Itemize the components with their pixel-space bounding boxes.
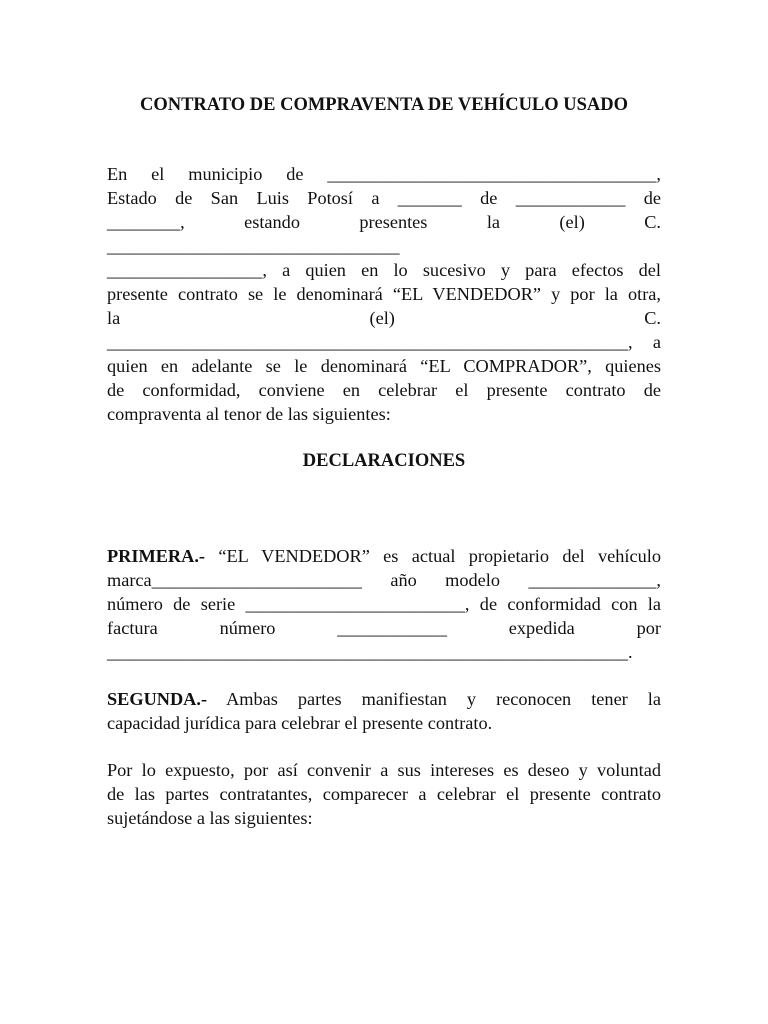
intro-line: compraventa al tenor de las siguientes: — [107, 404, 391, 424]
closing-line: sujetándose a las siguientes: — [107, 808, 313, 828]
clause-label: SEGUNDA.- — [107, 689, 208, 709]
closing-line: Por lo expuesto, por así convenir a sus intereses es deseo y voluntad — [107, 760, 661, 780]
declarations-heading: DECLARACIONES — [302, 451, 466, 471]
clause-segunda — [107, 687, 661, 735]
intro-line: Estado de San Luis Potosí a _______ de ____________ de — [107, 188, 661, 208]
clause-line — [107, 544, 661, 568]
intro-line: ________________________________ — [107, 236, 400, 256]
clause-text: “EL VENDEDOR” es actual propietario del vehículo — [205, 546, 661, 566]
intro-line: quien en adelante se le denominará “EL COMPRADOR”, quienes — [107, 356, 661, 376]
intro-line: _________________________________________________________, a — [107, 332, 661, 352]
clause-line: factura número ____________ expedida por — [107, 618, 661, 638]
clause-line: marca_______________________ año modelo ______________, — [107, 570, 661, 590]
intro-line: En el municipio de ____________________________________, — [107, 164, 661, 184]
intro-line: _________________, a quien en lo sucesivo y para efectos del — [107, 260, 661, 280]
clause-line: capacidad jurídica para celebrar el presente contrato. — [107, 713, 493, 733]
closing-paragraph — [107, 758, 661, 830]
clause-text: Ambas partes manifiestan y reconocen tener la — [207, 689, 661, 709]
clause-label: PRIMERA.- — [107, 546, 205, 566]
clause-line: número de serie ________________________, de conformidad con la — [107, 594, 661, 614]
closing-line: de las partes contratantes, comparecer a celebrar el presente contrato — [107, 784, 661, 804]
intro-line: de conformidad, conviene en celebrar el presente contrato de — [107, 380, 661, 400]
intro-line: presente contrato se le denominará “EL VENDEDOR” y por la otra, — [107, 284, 661, 304]
intro-line: ________, estando presentes la (el) C. — [107, 212, 661, 232]
clause-line — [107, 687, 661, 711]
intro-paragraph — [107, 162, 661, 426]
clause-primera — [107, 544, 661, 664]
document-title: CONTRATO DE COMPRAVENTA DE VEHÍCULO USADO — [139, 95, 629, 115]
document-page — [107, 0, 661, 1024]
intro-line: la (el) C. — [107, 308, 661, 328]
clause-line: _________________________________________________________. — [107, 642, 633, 662]
